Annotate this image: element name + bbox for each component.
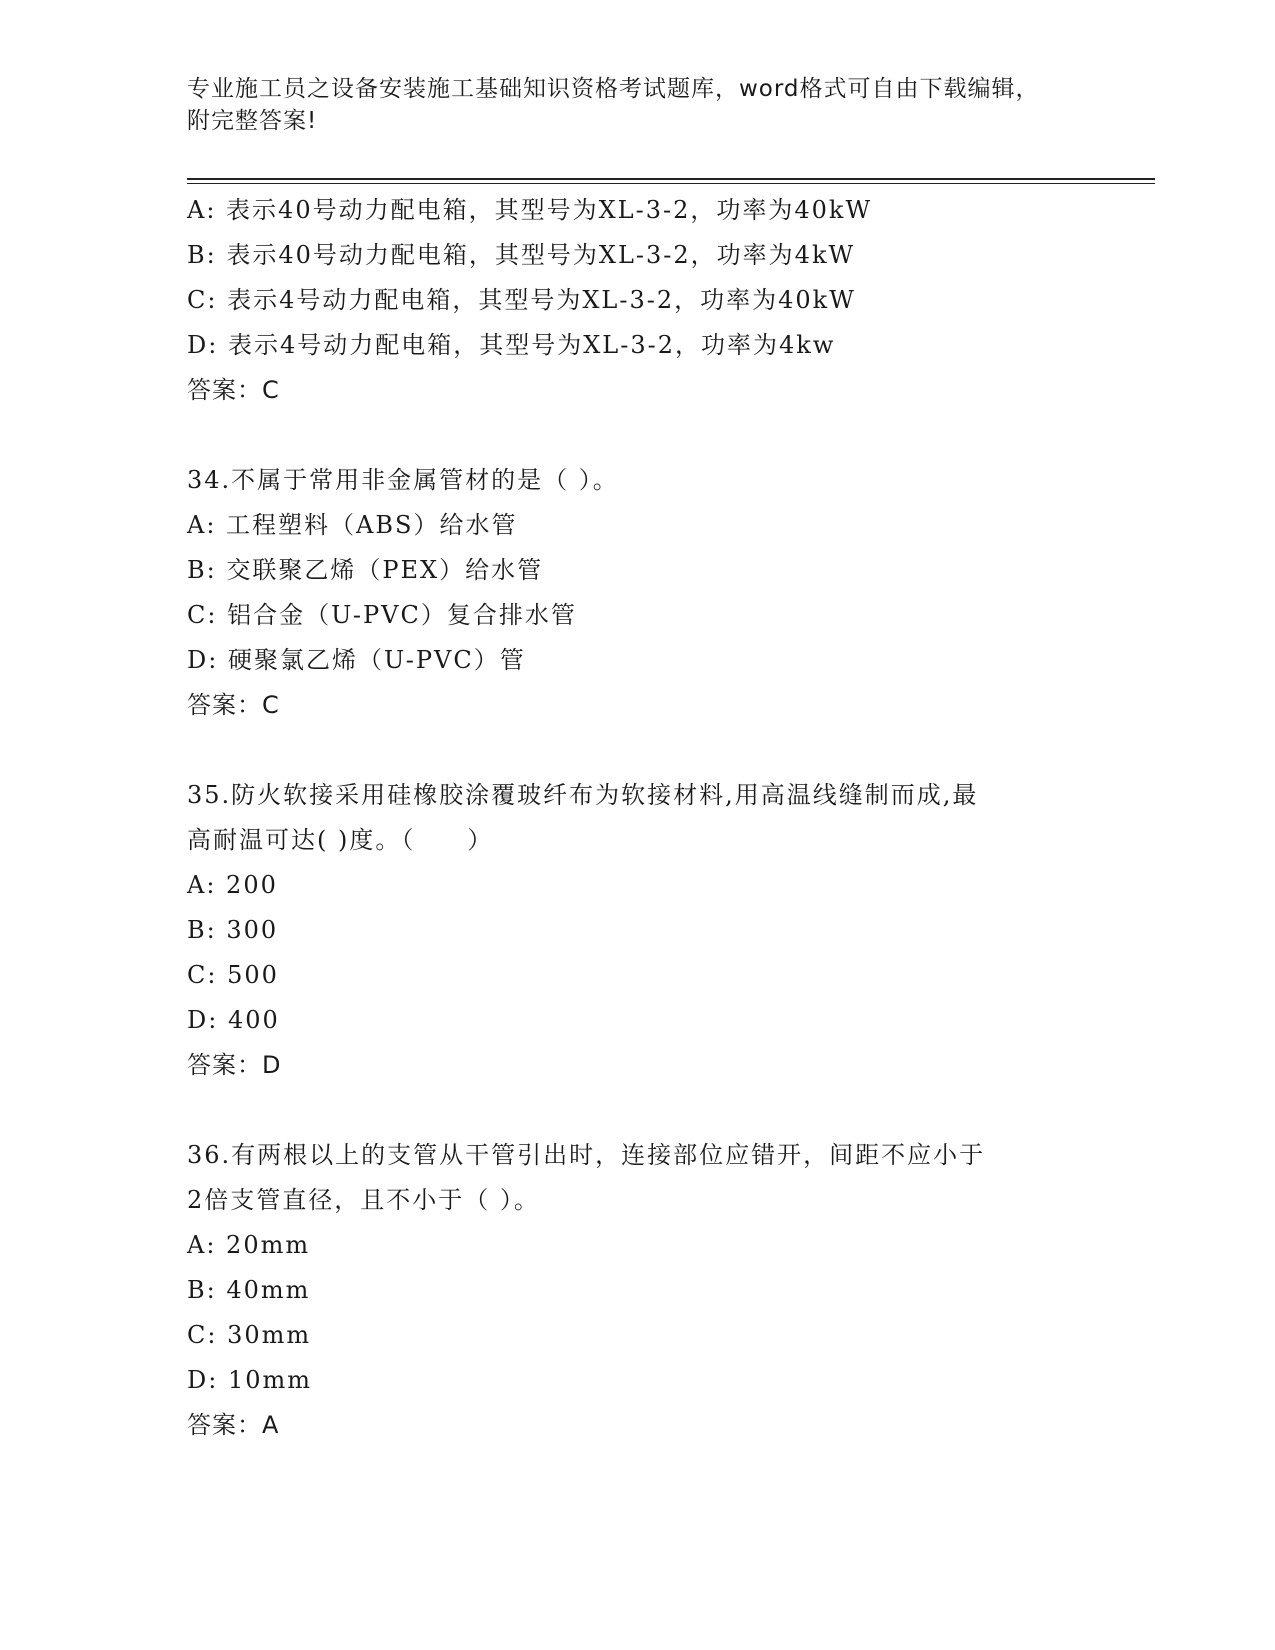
q34-option-d: D: 硬聚氯乙烯（U-PVC）管: [187, 646, 526, 674]
q33-option-a: A: 表示40号动力配电箱，其型号为XL-3-2，功率为40kW: [187, 196, 873, 224]
q36-option-c: C: 30mm: [187, 1321, 312, 1349]
q34-question: 34.不属于常用非金属管材的是（ ）。: [187, 466, 619, 494]
q33-option-c: C: 表示4号动力配电箱，其型号为XL-3-2，功率为40kW: [187, 286, 856, 314]
q35-question-line-1: 35.防火软接采用硅橡胶涂覆玻纤布为软接材料,用高温线缝制而成,最: [187, 781, 979, 809]
q35-option-c: C: 500: [187, 961, 279, 989]
q33-option-d: D: 表示4号动力配电箱，其型号为XL-3-2，功率为4kw: [187, 331, 836, 359]
q34-option-c: C: 铝合金（U-PVC）复合排水管: [187, 601, 577, 629]
header-line-2: 附完整答案!: [187, 108, 318, 134]
q34-answer: 答案：C: [187, 691, 280, 719]
document-header: [187, 73, 1067, 137]
header-divider-thin: [187, 183, 1155, 184]
q34-option-b: B: 交联聚乙烯（PEX）给水管: [187, 556, 544, 584]
header-divider-thick: [187, 178, 1155, 180]
q35-answer: 答案：D: [187, 1051, 282, 1079]
q35-option-b: B: 300: [187, 916, 279, 944]
q35-question-line-2: 高耐温可达( )度。（ ）: [187, 826, 494, 854]
q36-question-line-1: 36.有两根以上的支管从干管引出时，连接部位应错开，间距不应小于: [187, 1141, 986, 1169]
q36-option-b: B: 40mm: [187, 1276, 311, 1304]
q35-option-a: A: 200: [187, 871, 278, 899]
q36-option-d: D: 10mm: [187, 1366, 313, 1394]
q35-option-d: D: 400: [187, 1006, 280, 1034]
q36-answer: 答案：A: [187, 1411, 280, 1439]
header-line-1: 专业施工员之设备安装施工基础知识资格考试题库，word格式可自由下载编辑，: [187, 76, 1040, 102]
q34-option-a: A: 工程塑料（ABS）给水管: [187, 511, 518, 539]
q33-answer: 答案：C: [187, 376, 280, 404]
q33-option-b: B: 表示40号动力配电箱，其型号为XL-3-2，功率为4kW: [187, 241, 856, 269]
q36-option-a: A: 20mm: [187, 1231, 311, 1259]
q36-question-line-2: 2倍支管直径，且不小于（ ）。: [187, 1186, 540, 1214]
